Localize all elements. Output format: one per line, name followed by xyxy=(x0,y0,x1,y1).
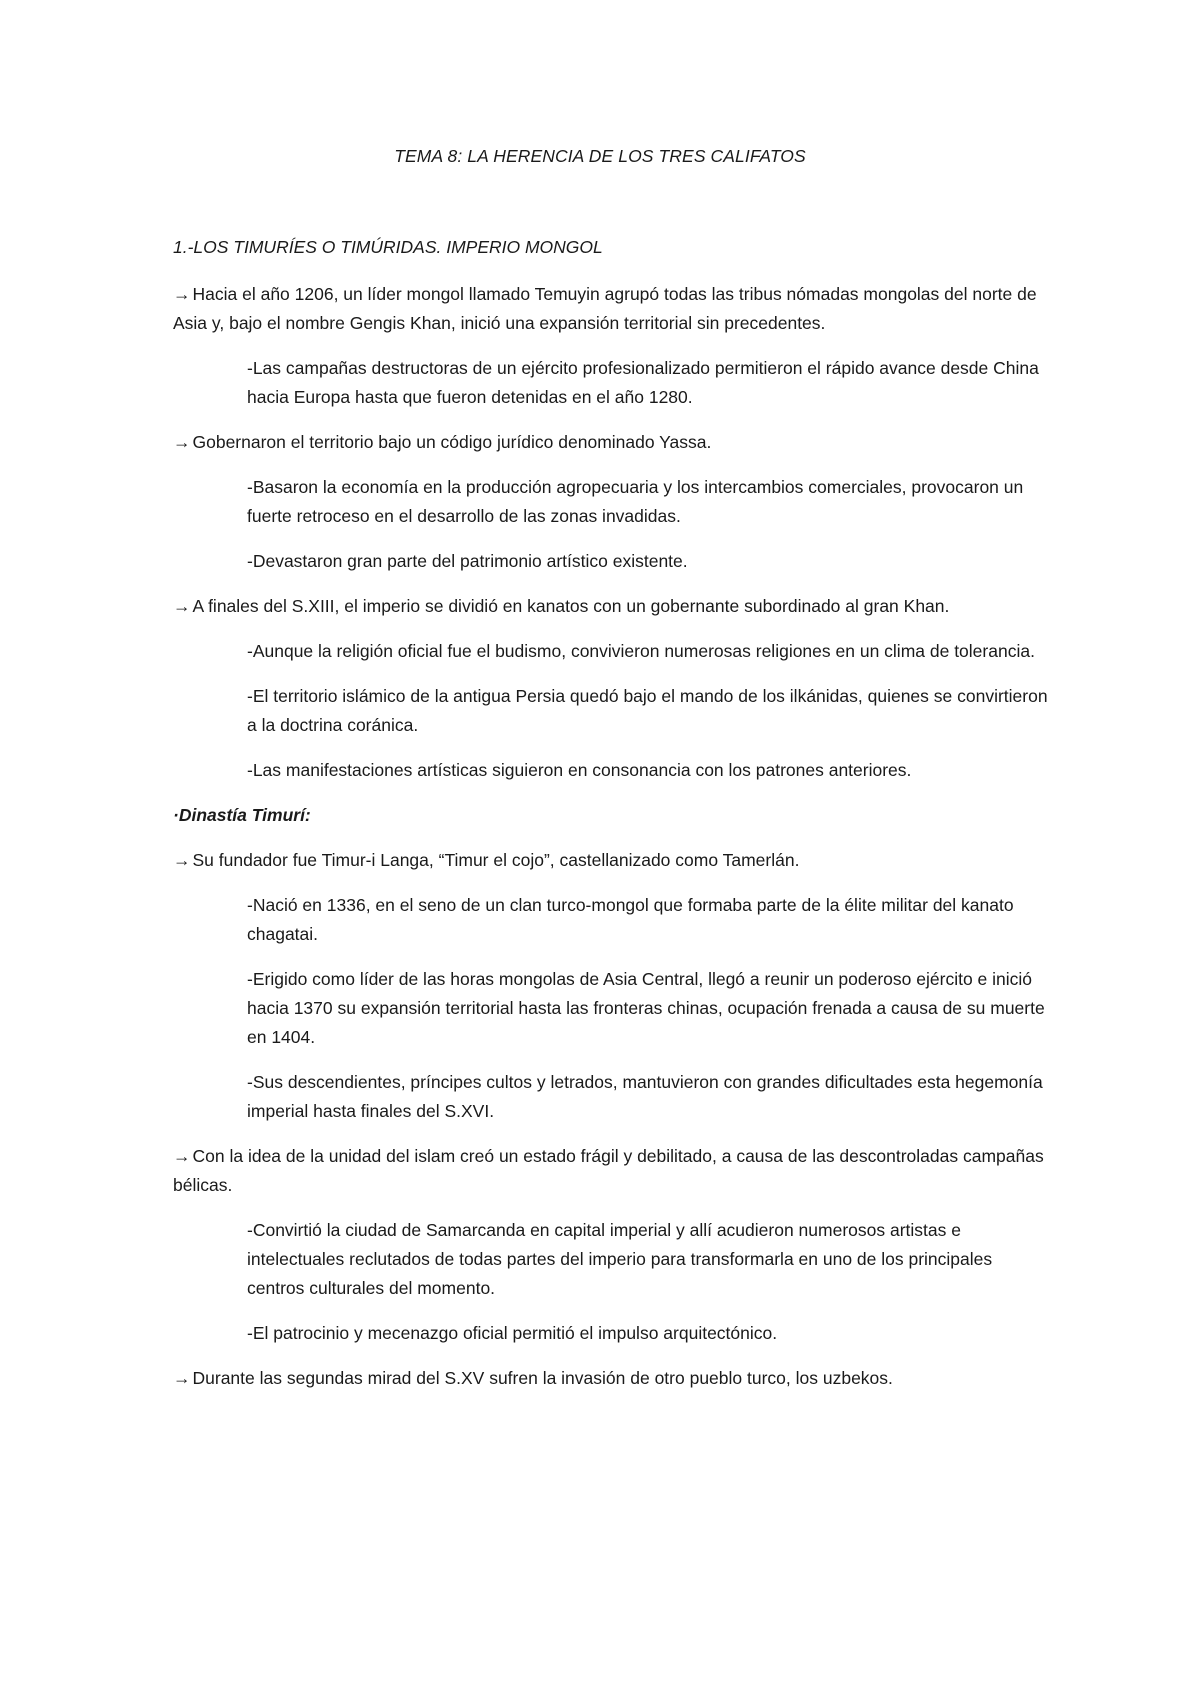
paragraph: → Con la idea de la unidad del islam creó un estado frágil y debilitado, a causa de las descontroladas campañas bélicas. xyxy=(173,1142,1053,1200)
document-title: TEMA 8: LA HERENCIA DE LOS TRES CALIFATOS xyxy=(394,146,806,166)
paragraph: → Hacia el año 1206, un líder mongol llamado Temuyin agrupó todas las tribus nómadas mongolas del norte de Asia y, bajo el nombre Gengis Khan, inició una expansión territorial sin precedentes. xyxy=(173,280,1053,338)
indented-paragraph: -El patrocinio y mecenazgo oficial permitió el impulso arquitectónico. xyxy=(247,1323,778,1343)
indented-paragraph: -Las campañas destructoras de un ejército profesionalizado permitieron el rápido avance desde China hacia Europa hasta que fueron detenidas en el año 1280. xyxy=(247,358,1039,407)
indented-paragraph: -Devastaron gran parte del patrimonio artístico existente. xyxy=(247,551,688,571)
paragraph: → Su fundador fue Timur-i Langa, “Timur el cojo”, castellanizado como Tamerlán. xyxy=(173,846,1053,875)
indented-paragraph: -El territorio islámico de la antigua Persia quedó bajo el mando de los ilkánidas, quienes se convirtieron a la doctrina coránica. xyxy=(247,686,1048,735)
indented-paragraph: -Basaron la economía en la producción agropecuaria y los intercambios comerciales, provocaron un fuerte retroceso en el desarrollo de las zonas invadidas. xyxy=(247,477,1024,526)
indented-paragraph: -Erigido como líder de las horas mongolas de Asia Central, llegó a reunir un poderoso ejército e inició hacia 1370 su expansión territorial hasta las fronteras chinas, ocupación frenada a causa de su muerte en 1404. xyxy=(247,969,1045,1047)
indented-paragraph: -Sus descendientes, príncipes cultos y letrados, mantuvieron con grandes dificultades esta hegemonía imperial hasta finales del S.XVI. xyxy=(247,1072,1043,1121)
arrow-right-icon: → xyxy=(173,850,191,870)
arrow-right-icon: → xyxy=(173,432,191,452)
arrow-right-icon: → xyxy=(173,596,191,616)
indented-paragraph: -Nació en 1336, en el seno de un clan turco-mongol que formaba parte de la élite militar del kanato chagatai. xyxy=(247,895,1014,944)
arrow-right-icon: → xyxy=(173,1146,191,1166)
paragraph: → Gobernaron el territorio bajo un código jurídico denominado Yassa. xyxy=(173,428,1053,457)
indented-paragraph: -Aunque la religión oficial fue el budismo, convivieron numerosas religiones en un clima de tolerancia. xyxy=(247,641,1035,661)
document-body xyxy=(173,280,1053,1409)
paragraph: → Durante las segundas mirad del S.XV sufren la invasión de otro pueblo turco, los uzbekos. xyxy=(173,1364,1053,1393)
arrow-right-icon: → xyxy=(173,1368,191,1388)
arrow-right-icon: → xyxy=(173,284,191,304)
paragraph: → A finales del S.XIII, el imperio se dividió en kanatos con un gobernante subordinado al gran Khan. xyxy=(173,592,1053,621)
section-heading: 1.-LOS TIMURÍES O TIMÚRIDAS. IMPERIO MONGOL xyxy=(173,237,603,257)
indented-paragraph: -Convirtió la ciudad de Samarcanda en capital imperial y allí acudieron numerosos artistas e intelectuales reclutados de todas partes del imperio para transformarla en uno de los principales centros culturales del momento. xyxy=(247,1220,993,1298)
indented-paragraph: -Las manifestaciones artísticas siguieron en consonancia con los patrones anteriores. xyxy=(247,760,912,780)
subheading-dinastia-timuri: ·Dinastía Timurí: xyxy=(173,805,311,825)
